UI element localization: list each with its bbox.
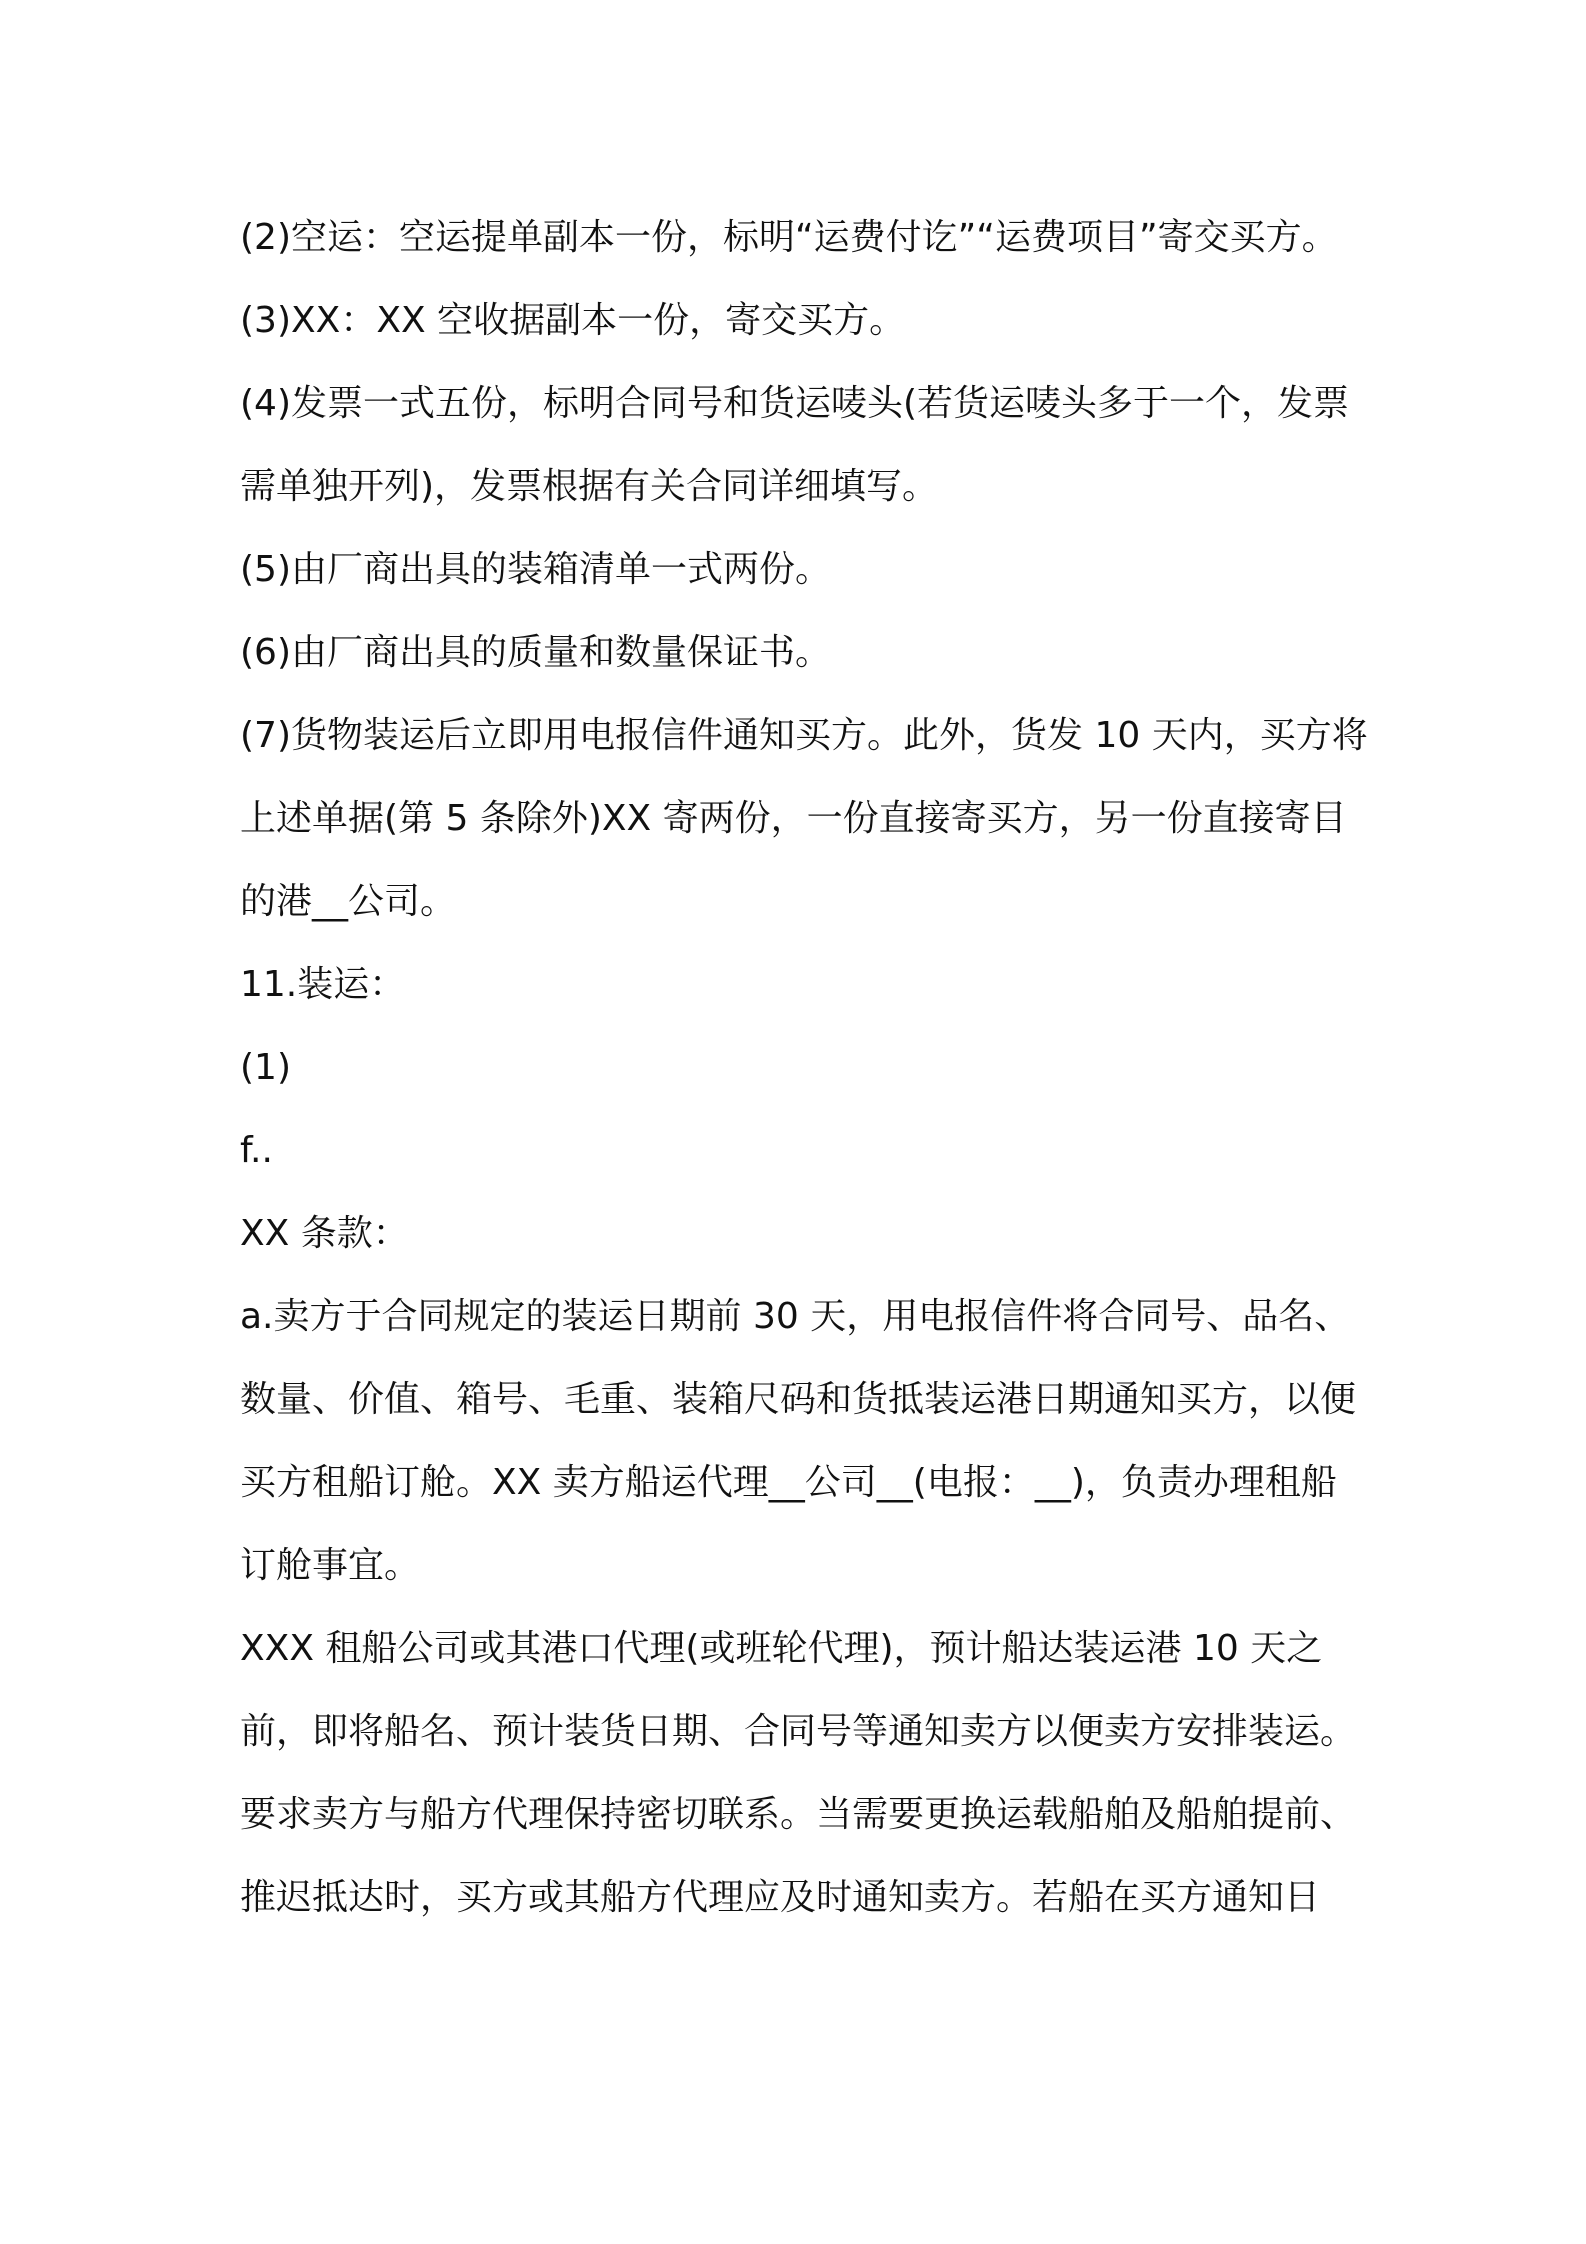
paragraph-packing-list: (5)由厂商出具的装箱清单一式两份。 xyxy=(240,549,831,590)
paragraph-air-transport: (2)空运：空运提单副本一份，标明“运费付讫”“运费项目”寄交买方。 xyxy=(240,217,1338,258)
paragraph-clause-a: a.卖方于合同规定的装运日期前 30 天，用电报信件将合同号、品名、数量、价值、箱号、毛重、装箱尺码和货抵装运港日期通知买方，以便买方租船订舱。XX 卖方船运代理__公司__(电报：__)，负责办理租船订舱事宜。 xyxy=(240,1296,1357,1586)
paragraph-quality-certificate: (6)由厂商出具的质量和数量保证书。 xyxy=(240,632,831,673)
paragraph-invoice: (4)发票一式五份，标明合同号和货运唛头(若货运唛头多于一个，发票需单独开列)，发票根据有关合同详细填写。 xyxy=(240,383,1350,507)
list-marker-f: f.. xyxy=(240,1130,273,1171)
clause-heading: XX 条款： xyxy=(240,1213,409,1254)
document-body xyxy=(240,196,1370,1939)
paragraph-receipt-copy: (3)XX：XX 空收据副本一份，寄交买方。 xyxy=(240,300,906,341)
list-marker-1: (1) xyxy=(240,1047,291,1088)
section-heading-shipment: 11.装运： xyxy=(240,964,406,1005)
paragraph-shipping-notice: (7)货物装运后立即用电报信件通知买方。此外，货发 10 天内，买方将上述单据(第 5 条除外)XX 寄两份，一份直接寄买方，另一份直接寄目的港__公司。 xyxy=(240,715,1368,922)
paragraph-charter-company: XXX 租船公司或其港口代理(或班轮代理)，预计船达装运港 10 天之前，即将船名、预计装货日期、合同号等通知卖方以便卖方安排装运。要求卖方与船方代理保持密切联系。当需要更换运载船舶及船舶提前、推迟抵达时，买方或其船方代理应及时通知卖方。若船在买方通知日 xyxy=(240,1628,1357,1918)
